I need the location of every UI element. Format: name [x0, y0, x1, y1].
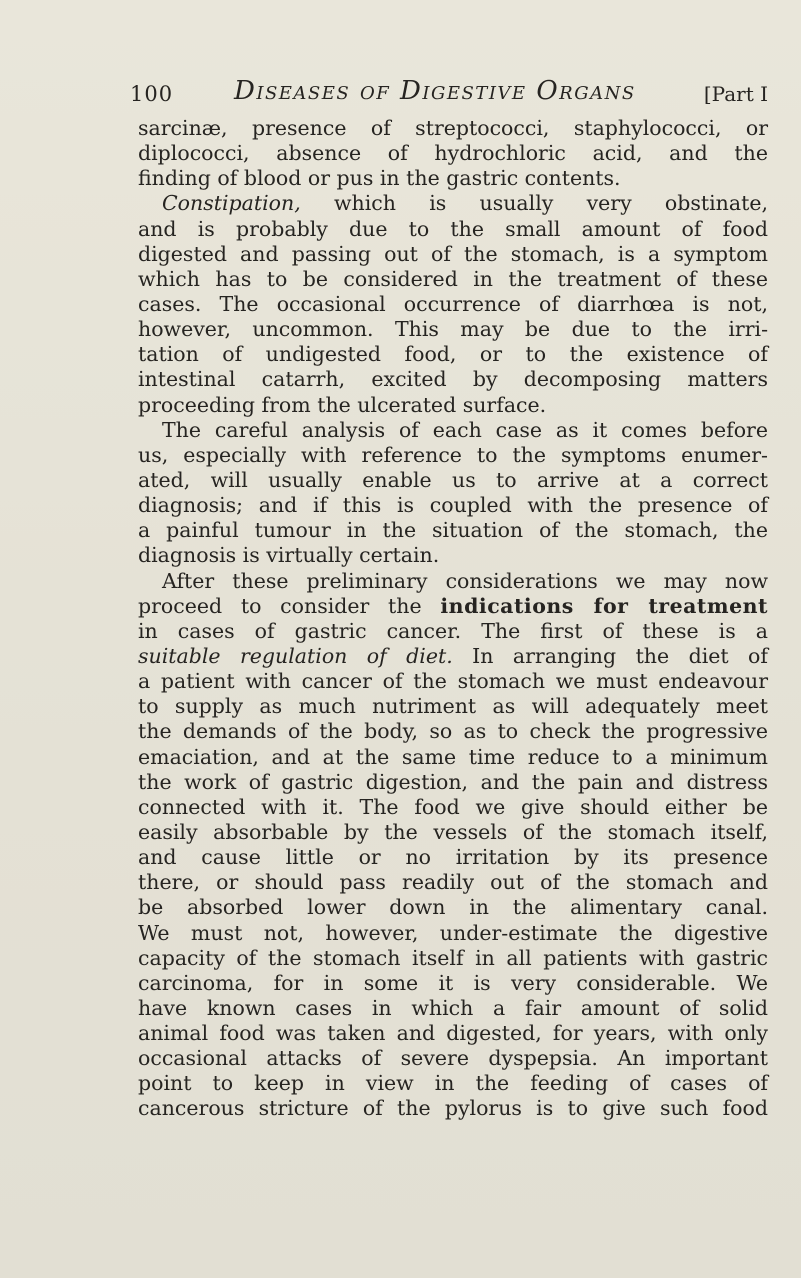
text-line: intestinal catarrh, excited by decomposing matters — [138, 367, 768, 392]
page-number: 100 — [130, 82, 174, 106]
text-line: diplococci, absence of hydrochloric acid, and the — [138, 141, 768, 166]
text-line: be absorbed lower down in the alimentary canal. — [138, 895, 768, 920]
text-line: and cause little or no irritation by its presence — [138, 845, 768, 870]
text-line: suitable regulation of diet. In arranging the diet of — [138, 643, 768, 668]
text-line: diagnosis; and if this is coupled with the presence of — [138, 493, 768, 518]
text-line: occasional attacks of severe dyspepsia. An important — [138, 1046, 768, 1071]
text-line: digested and passing out of the stomach, is a symptom — [138, 241, 768, 266]
text-line: us, especially with reference to the symptoms enumer- — [138, 442, 768, 467]
text-line: emaciation, and at the same time reduce to a minimum — [138, 744, 768, 769]
text-line: cancerous stricture of the pylorus is to give such food — [138, 1096, 768, 1121]
running-title: Diseases of Digestive Organs — [234, 76, 636, 106]
text-line: a patient with cancer of the stomach we must endeavour — [138, 669, 768, 694]
italic-term: suitable regulation of diet. — [138, 643, 453, 668]
text-line: animal food was taken and digested, for years, with only — [138, 1021, 768, 1046]
text-line: capacity of the stomach itself in all patients with gastric — [138, 945, 768, 970]
text-line: diagnosis is virtually certain. — [138, 543, 440, 568]
text-line: proceed to consider the indications for treatment — [138, 593, 768, 618]
bold-heading-phrase: indications for treatment — [440, 593, 768, 618]
text-line: ated, will usually enable us to arrive at a correct — [138, 467, 768, 492]
text-line: and is probably due to the small amount of food — [138, 216, 768, 241]
text-line: cases. The occasional occurrence of diarrhœa is not, — [138, 291, 768, 316]
text-line: which has to be considered in the treatment of these — [138, 266, 768, 291]
text-line: there, or should pass readily out of the stomach and — [138, 870, 768, 895]
page-header — [130, 76, 770, 116]
text-line: the work of gastric digestion, and the pain and distress — [138, 769, 768, 794]
text-line: point to keep in view in the feeding of cases of — [138, 1071, 768, 1096]
italic-term: Constipation, — [162, 191, 301, 216]
text-line: carcinoma, for in some it is very considerable. We — [138, 970, 768, 995]
text-line: have known cases in which a fair amount of solid — [138, 995, 768, 1020]
text-line: connected with it. The food we give should either be — [138, 794, 768, 819]
text-line: tation of undigested food, or to the existence of — [138, 342, 768, 367]
part-label: [Part I — [703, 82, 768, 106]
body-text — [138, 116, 768, 1122]
text-line: easily absorbable by the vessels of the stomach itself, — [138, 819, 768, 844]
text-line: After these preliminary considerations we may now — [162, 568, 768, 593]
text-line: proceeding from the ulcerated surface. — [138, 392, 547, 417]
text-line: however, uncommon. This may be due to the irri- — [138, 317, 768, 342]
text-line: The careful analysis of each case as it comes before — [162, 417, 768, 442]
text-line: finding of blood or pus in the gastric contents. — [138, 166, 621, 191]
text-line: We must not, however, under-estimate the digestive — [138, 920, 768, 945]
text-line: to supply as much nutriment as will adequately meet — [138, 694, 768, 719]
text-line: a painful tumour in the situation of the stomach, the — [138, 518, 768, 543]
text-line: sarcinæ, presence of streptococci, staphylococci, or — [138, 116, 768, 140]
text-line: the demands of the body, so as to check the progressive — [138, 719, 768, 744]
text-line: in cases of gastric cancer. The first of these is a — [138, 618, 768, 643]
text-line: Constipation, which is usually very obstinate, — [162, 191, 768, 216]
